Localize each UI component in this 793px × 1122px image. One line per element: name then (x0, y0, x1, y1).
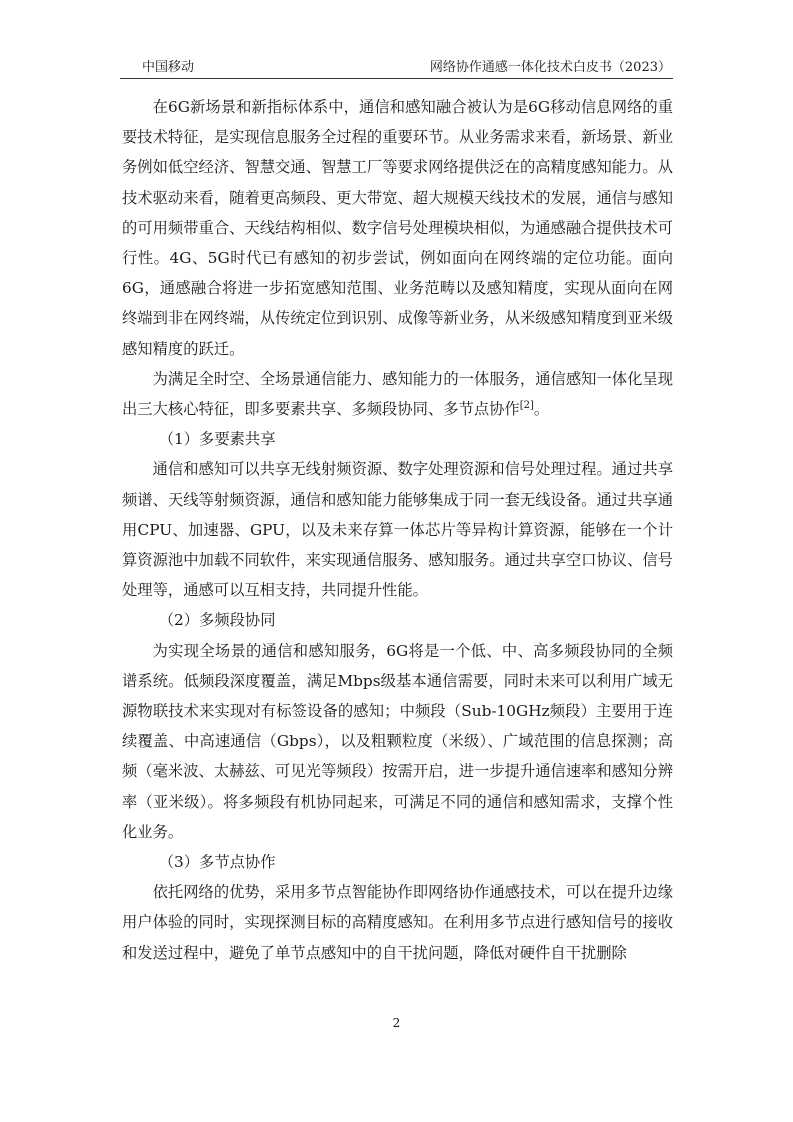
header-org: 中国移动 (142, 60, 195, 75)
paragraph-features-text: 为满足全时空、全场景通信能力、感知能力的一体服务，通信感知一体化呈现出三大核心特征，即多要素共享、多频段协同、多节点协作 (122, 369, 673, 419)
paragraph-sharing: 通信和感知可以共享无线射频资源、数字处理资源和信号处理过程。通过共享频谱、天线等射频资源，通信和感知能力能够集成于同一套无线设备。通过共享通用CPU、加速器、GPU，以及未来存算一体芯片等异构计算资源，能够在一个计算资源池中加载不同软件，来实现通信服务、感知服务。通过共享空口协议、信号处理等，通感可以互相支持，共同提升性能。 (122, 460, 673, 600)
heading-multi-band-coordination: （2）多频段协同 (158, 611, 276, 630)
paragraph-intro: 在6G新场景和新指标体系中，通信和感知融合被认为是6G移动信息网络的重要技术特征，是实现信息服务全过程的重要环节。从业务需求来看，新场景、新业务例如低空经济、智慧交通、智慧工厂等要求网络提供泛在的高精度感知能力。从技术驱动来看，随着更高频段、更大带宽、超大规模天线技术的发展，通信与感知的可用频带重合、天线结构相似、数字信号处理模块相似，为通感融合提供技术可行性。4G、5G时代已有感知的初步尝试，例如面向在网终端的定位功能。面向6G，通感融合将进一步拓宽感知范围、业务范畴以及感知精度，实现从面向在网终端到非在网终端，从传统定位到识别、成像等新业务，从米级感知精度到亚米级感知精度的跃迁。 (122, 98, 673, 358)
paragraph-features (122, 364, 673, 424)
paragraph-nodes: 依托网络的优势，采用多节点智能协作即网络协作通感技术，可以在提升边缘用户体验的同时，实现探测目标的高精度感知。在利用多节点进行感知信号的接收和发送过程中，避免了单节点感知中的自干扰问题，降低对硬件自干扰删除 (122, 883, 673, 962)
heading-multi-node-cooperation: （3）多节点协作 (158, 853, 276, 872)
page-header (120, 52, 673, 79)
heading-multi-element-sharing: （1）多要素共享 (158, 430, 276, 449)
page-number: 2 (392, 1016, 401, 1030)
citation-ref[interactable]: [2] (519, 399, 534, 411)
body-text (122, 92, 673, 968)
paragraph-features-end: 。 (533, 400, 550, 419)
header-doc-title: 网络协作通感一体化技术白皮书（2023） (429, 60, 671, 75)
paragraph-bands: 为实现全场景的通信和感知服务，6G将是一个低、中、高多频段协同的全频谱系统。低频段深度覆盖，满足Mbps级基本通信需要，同时未来可以利用广域无源物联技术来实现对有标签设备的感知；中频段（Sub-10GHz频段）主要用于连续覆盖、中高速通信（Gbps），以及粗颗粒度（米级）、广域范围的信息探测；高频（毫米波、太赫兹、可见光等频段）按需开启，进一步提升通信速率和感知分辨率（亚米级）。将多频段有机协同起来，可满足不同的通信和感知需求，支撑个性化业务。 (122, 641, 673, 841)
